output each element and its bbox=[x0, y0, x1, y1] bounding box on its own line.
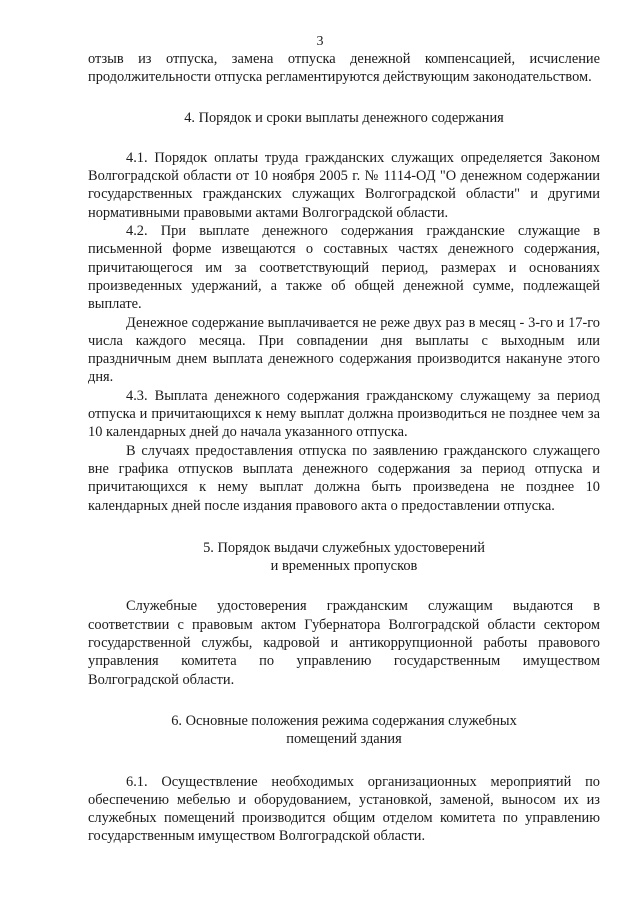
document-body bbox=[88, 50, 600, 846]
paragraph-leave-out-of-schedule: В случаях предоставления отпуска по заявлению гражданского служащего вне графика отпусков выплата денежного содержания за период отпуска и причитающихся к нему выплат должна быть произведена не позднее 10 календарных дней после издания правового акта о предоставлении отпуска. bbox=[88, 442, 600, 514]
section-heading-line: 5. Порядок выдачи служебных удостоверений bbox=[203, 539, 485, 556]
page-number: 3 bbox=[316, 34, 324, 49]
paragraph-leave-recall: отзыв из отпуска, замена отпуска денежной компенсацией, исчисление продолжительности отпуска регламентируются действующим законодательством. bbox=[88, 51, 600, 86]
paragraph-payment-schedule: Денежное содержание выплачивается не реже двух раз в месяц - 3-го и 17-го числа каждого месяца. При совпадении дня выплаты с выходным или праздничным днем выплата денежного содержания производится накануне этого дня. bbox=[88, 314, 600, 386]
section-heading-line: 6. Основные положения режима содержания служебных bbox=[171, 712, 517, 729]
paragraph-4-1: 4.1. Порядок оплаты труда гражданских служащих определяется Законом Волгоградской области от 10 ноября 2005 г. № 1114-ОД "О денежном содержании государственных гражданских служащих Волгоградской области" и другими нормативными правовыми актами Волгоградской области. bbox=[88, 149, 600, 221]
paragraph-4-3: 4.3. Выплата денежного содержания гражданскому служащему за период отпуска и причитающихся к нему выплат должна производиться не позднее чем за 10 календарных дней до начала указанного отпуска. bbox=[88, 387, 600, 441]
section-heading-4 bbox=[88, 109, 600, 127]
paragraph-4-2: 4.2. При выплате денежного содержания гражданские служащие в письменной форме извещаются о составных частях денежного содержания, причитающегося им за соответствующий период, размерах и основаниях произведенных удержаний, а также об общей денежной сумме, подлежащей выплате. bbox=[88, 223, 600, 313]
paragraph-service-ids: Служебные удостоверения гражданским служащим выдаются в соответствии с правовым актом Губернатора Волгоградской области сектором государственной службы, кадровой и антикоррупционной работы правового управления комитета по управлению государственным имуществом Волгоградской области. bbox=[88, 598, 600, 688]
section-heading-line: и временных пропусков bbox=[270, 558, 418, 575]
section-heading-5 bbox=[88, 539, 600, 576]
section-heading-line: 4. Порядок и сроки выплаты денежного содержания bbox=[184, 109, 504, 126]
section-heading-line: помещений здания bbox=[286, 731, 402, 748]
section-heading-6 bbox=[88, 712, 600, 749]
paragraph-6-1: 6.1. Осуществление необходимых организационных мероприятий по обеспечению мебелью и оборудованием, установкой, заменой, выносом их из служебных помещений производится общим отделом комитета по управлению государственным имуществом Волгоградской области. bbox=[88, 773, 600, 845]
